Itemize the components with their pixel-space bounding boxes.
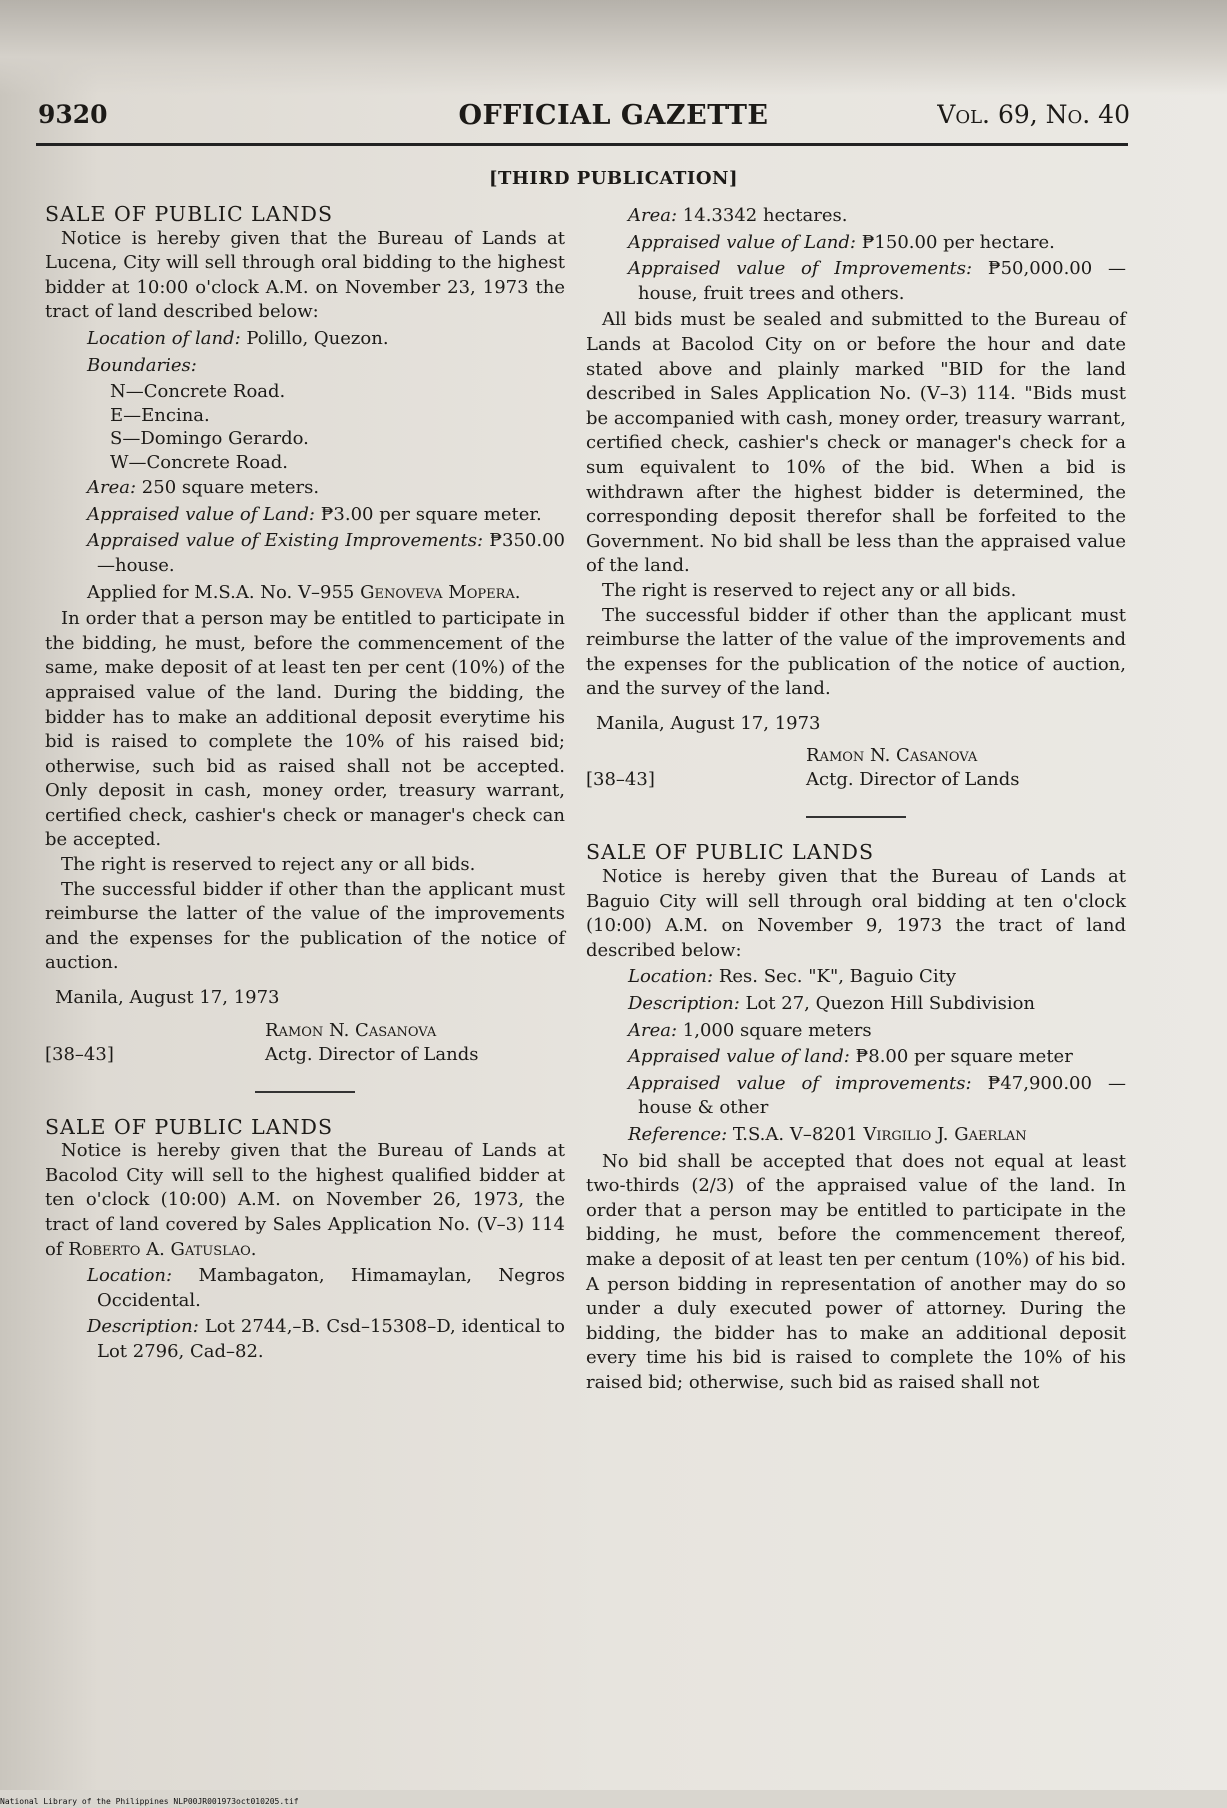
notice3-land-value: Appraised value of land: ₱8.00 per square meter: [628, 1046, 1073, 1068]
notice2-heading: SALE OF PUBLIC LANDS: [45, 1114, 334, 1139]
publication-label: [THIRD PUBLICATION]: [489, 168, 738, 189]
signatory-title: Actg. Director of Lands: [265, 1043, 479, 1065]
signatory-name: Ramon N. Casanova: [806, 745, 978, 767]
notice1-applied: Applied for M.S.A. No. V–955 Genoveva Mopera.: [87, 581, 521, 603]
signatory-title: Actg. Director of Lands: [806, 769, 1020, 791]
notice2-area: Area: 14.3342 hectares.: [628, 205, 848, 226]
section-divider: [806, 816, 906, 818]
left-column: [45, 202, 565, 1367]
notice1-intro: Notice is hereby given that the Bureau of Lands at Lucena, City will sell through oral bidding to the highest bidder at 10:00 o'clock A.M. on November 23, 1973 the tract of land described below:: [45, 227, 565, 323]
notice1-heading: SALE OF PUBLIC LANDS: [45, 202, 334, 226]
scan-shadow: [0, 0, 1227, 95]
signatory-name: Ramon N. Casanova: [265, 1019, 437, 1041]
notice1-signature: [45, 1019, 565, 1071]
page-number: 9320: [38, 100, 108, 129]
notice2-description: Description: Lot 2744,–B. Csd–15308–D, identical to Lot 2796, Cad–82.: [87, 1316, 565, 1362]
notice2-intro: Notice is hereby given that the Bureau of Lands at Bacolod City will sell to the highest qualified bidder at ten o'clock (10:00) A.M. on November 26, 1973, the tract of land covered by Sales Application No. (V–3) 114 of Roberto A. Gatuslao.: [45, 1140, 565, 1260]
notice2-place-date: Manila, August 17, 1973: [596, 712, 821, 734]
header-rule: [36, 143, 1128, 146]
notice2-para2: The right is reserved to reject any or all bids.: [602, 579, 1017, 601]
notice1-area: Area: 250 square meters.: [87, 477, 320, 499]
notice1-para2: The right is reserved to reject any or all bids.: [61, 854, 476, 876]
notice3-location: Location: Res. Sec. "K", Baguio City: [628, 966, 956, 988]
notice3-para1: No bid shall be accepted that does not equal at least two-thirds (2/3) of the appraised value of the land. In order that a person may be entitled to participate in the bidding, he must, before the commencement thereof, make a deposit of at least ten per centum (10%) of his bid. A person bidding in representation of another may do so under a duly executed power of attorney. During the bidding, the bidder has to make an additional deposit every time his bid is raised to complete the 10% of his raised bid; otherwise, such bid as raised shall not: [586, 1150, 1126, 1393]
notice3-heading: SALE OF PUBLIC LANDS: [586, 840, 875, 865]
boundary-item: W—Concrete Road.: [110, 451, 289, 473]
notice1-para1: In order that a person may be entitled to participate in the bidding, he must, before the commencement of the same, make deposit of at least ten per cent (10%) of the appraised value of the land. During the bidding, the bidder has to make an additional deposit everytime his bid is raised to complete the 10% of his raised bid; otherwise, such bid as raised shall not be accepted. Only deposit in cash, money order, treasury warrant, certified check, cashier's check or manager's check can be accepted.: [45, 608, 565, 851]
notice1-improvements: Appraised value of Existing Improvements: ₱350.00—house.: [87, 530, 565, 576]
notice2-para1: All bids must be sealed and submitted to the Bureau of Lands at Bacolod City on or before the hour and date stated above and plainly marked "BID for the land described in Sales Application No. (V–3) 114. "Bids must be accompanied with cash, money order, treasury warrant, certified check, cashier's check or manager's check for a sum equivalent to 10% of the bid. When a bid is withdrawn after the highest bidder is determined, the corresponding deposit therefor shall be forfeited to the Government. No bid shall be less than the appraised value of the land.: [586, 309, 1126, 577]
notice1-location: Location of land: Polillo, Quezon.: [87, 327, 389, 349]
notice-ref: [38–43]: [45, 1043, 114, 1065]
notice2-para3: The successful bidder if other than the applicant must reimburse the latter of the value of the improvements and the expenses for the publication of the notice of auction, and the survey of the land.: [586, 604, 1126, 700]
notice2-land-value: Appraised value of Land: ₱150.00 per hectare.: [628, 231, 1055, 253]
notice3-improvements: Appraised value of improvements: ₱47,900.00 —house & other: [628, 1072, 1126, 1119]
boundary-item: S—Domingo Gerardo.: [110, 428, 309, 450]
notice1-land-value: Appraised value of Land: ₱3.00 per square meter.: [87, 503, 542, 525]
notice3-area: Area: 1,000 square meters: [628, 1019, 872, 1041]
gazette-title: OFFICIAL GAZETTE: [458, 100, 769, 131]
notice3-intro: Notice is hereby given that the Bureau of Lands at Baguio City will sell through oral bidding at ten o'clock (10:00) A.M. on November 9, 1973 the tract of land described below:: [586, 866, 1126, 961]
notice2-location: Location: Mambagaton, Himamaylan, Negros Occidental.: [87, 1265, 565, 1311]
notice2-improvements: Appraised value of Improvements: ₱50,000.00 —house, fruit trees and others.: [628, 258, 1126, 304]
notice3-reference: Reference: T.S.A. V–8201 Virgilio J. Gaerlan: [628, 1124, 1027, 1145]
right-column: [586, 202, 1126, 1396]
notice3-description: Description: Lot 27, Quezon Hill Subdivision: [628, 993, 1036, 1015]
notice-ref: [38–43]: [586, 769, 655, 791]
scan-footer: National Library of the Philippines NLP00JR001973oct010205.tif: [0, 1797, 299, 1806]
boundary-item: E—Encina.: [110, 404, 210, 426]
notice2-signature: [586, 744, 1126, 796]
notice1-boundaries-label: Boundaries:: [87, 354, 197, 376]
volume-number: Vol. 69, No. 40: [937, 100, 1130, 129]
notice1-place-date: Manila, August 17, 1973: [55, 987, 280, 1009]
section-divider: [255, 1091, 355, 1093]
boundary-item: N—Concrete Road.: [110, 381, 286, 403]
notice1-para3: The successful bidder if other than the applicant must reimburse the latter of the value of the improvements and the expenses for the publication of the notice of auction.: [45, 878, 565, 974]
